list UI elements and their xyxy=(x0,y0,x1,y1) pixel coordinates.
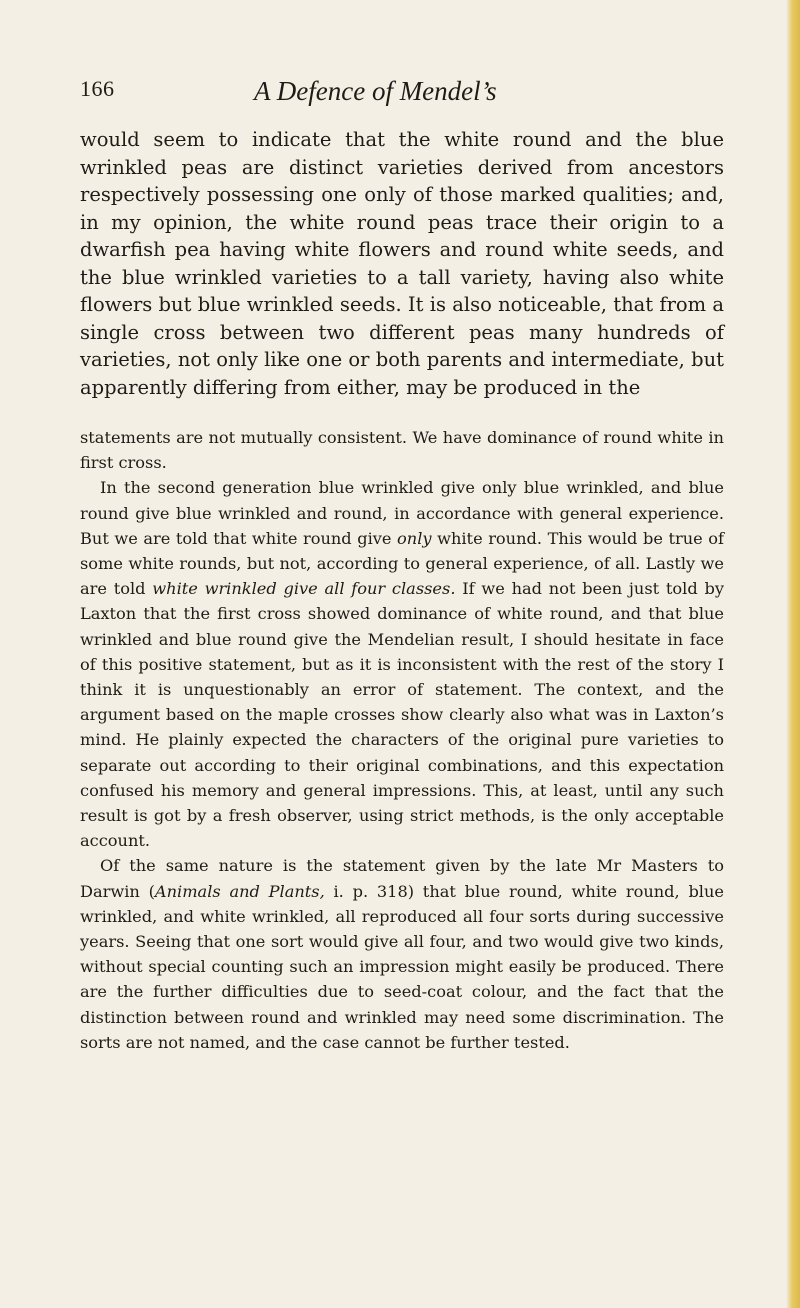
commentary xyxy=(80,425,724,1055)
emphasis-white-wrinkled: white wrinkled give all four classes. xyxy=(152,579,456,599)
commentary-text: statements are not mutually consistent. We have dominance of round white in first cross. xyxy=(80,428,724,473)
commentary-text: In the second generation blue wrinkled give only blue wrinkled, and blue round give blue wrinkled and round, in accordance with general experience. But we are told that white round give xyxy=(80,478,724,548)
running-head xyxy=(80,76,736,110)
commentary-text: Of the same nature is the statement given by the late Mr Masters to Darwin ( xyxy=(80,856,724,901)
book-title-citation: Animals and Plants, xyxy=(154,881,325,901)
quoted-passage-text: would seem to indicate that the white round and the blue wrinkled peas are distinct varieties derived from ancestors respectively possessing one only of those marked qualities; and, in my opinion, the white round peas trace their origin to a dwarfish pea having white flowers and round white seeds, and the blue wrinkled varieties to a tall variety, having also white flowers but blue wrinkled seeds. It is also noticeable, that from a single cross between two different peas many hundreds of varieties, not only like one or both parents and intermediate, but apparently differing from either, may be produced in the xyxy=(80,128,724,399)
commentary-text: white round. This would be true of some white rounds, but not, according to general experience, of all. Lastly we are told xyxy=(80,528,725,599)
running-title: A Defence of Mendel’s xyxy=(254,76,497,106)
commentary-paragraph-2 xyxy=(80,475,724,853)
page-number: 166 xyxy=(80,76,115,101)
page-edge-strip xyxy=(786,0,800,1308)
commentary-paragraph-1 xyxy=(80,425,724,475)
quoted-passage xyxy=(80,126,724,401)
commentary-text: If we had not been just told by Laxton that the first cross showed dominance of white round, and that blue wrinkled and blue round give the Mendelian result, I should hesitate in face of this positive statement, but as it is inconsistent with the rest of the story I think it is unquestionably an error of statement. The context, and the argument based on the maple crosses show clearly also what was in Laxton’s mind. He plainly expected the characters of the original pure varieties to separate out according to their original combinations, and this expectation confused his memory and general impressions. This, at least, until any such result is got by a fresh observer, using strict methods, is the only acceptable account. xyxy=(80,579,724,851)
commentary-text: i. p. 318) that blue round, white round, blue wrinkled, and white wrinkled, all reproduced all four sorts during successive years. Seeing that one sort would give all four, and two would give two kinds, without special counting such an impression might easily be produced. There are the further difficulties due to seed-coat colour, and the fact that the distinction between round and wrinkled may need some discrimination. The sorts are not named, and the case cannot be further tested. xyxy=(80,881,724,1052)
commentary-paragraph-3 xyxy=(80,853,724,1055)
emphasis-only: only xyxy=(397,528,432,548)
